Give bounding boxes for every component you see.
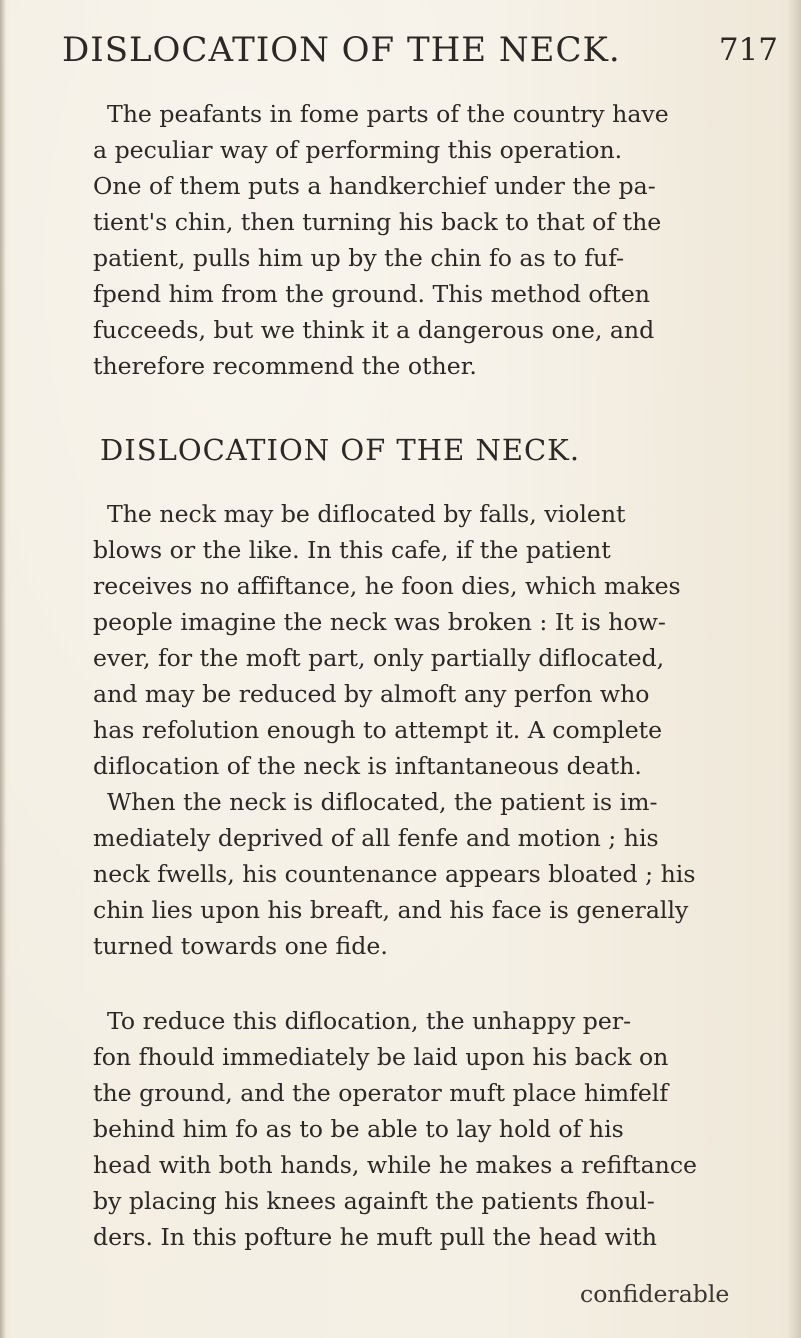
text-line: One of them puts a handkerchief under the pa- [93, 172, 656, 200]
paragraph-reduction-method [93, 1003, 738, 1255]
catchword: confiderable [580, 1280, 730, 1308]
text-line: receives no affiftance, he foon dies, which makes [93, 572, 681, 600]
text-line: neck fwells, his countenance appears bloated ; his [93, 860, 696, 888]
text-line: fucceeds, but we think it a dangerous one, and [93, 316, 655, 344]
text-line: behind him fo as to be able to lay hold of his [93, 1115, 624, 1143]
text-line: ders. In this pofture he muft pull the head with [93, 1223, 657, 1251]
text-line: ever, for the moft part, only partially diflocated, [93, 644, 665, 672]
text-line: fon fhould immediately be laid upon his back on [93, 1043, 669, 1071]
binding-gutter-shadow [0, 0, 6, 1338]
text-line: blows or the like. In this cafe, if the patient [93, 536, 611, 564]
text-line: diflocation of the neck is inftantaneous death. [93, 752, 642, 780]
text-line: The neck may be diflocated by falls, violent [107, 500, 626, 528]
text-line: people imagine the neck was broken : It is how- [93, 608, 666, 636]
paragraph-peasant-method [93, 96, 738, 384]
text-line: chin lies upon his breaft, and his face is generally [93, 896, 689, 924]
text-line: and may be reduced by almoft any perfon who [93, 680, 650, 708]
page-number: 717 [718, 32, 778, 68]
text-line: When the neck is diflocated, the patient is im- [107, 788, 658, 816]
text-line: head with both hands, while he makes a refiftance [93, 1151, 698, 1179]
text-line: has refolution enough to attempt it. A complete [93, 716, 663, 744]
section-title: DISLOCATION OF THE NECK. [100, 433, 581, 467]
paragraph-neck-dislocation-causes [93, 496, 738, 784]
page-edge-shadow [787, 0, 801, 1338]
text-line: mediately deprived of all fenfe and motion ; his [93, 824, 659, 852]
running-head [62, 30, 778, 80]
text-line: tient's chin, then turning his back to that of the [93, 208, 662, 236]
text-line: the ground, and the operator muft place himfelf [93, 1079, 669, 1107]
text-line: To reduce this diflocation, the unhappy per- [107, 1007, 632, 1035]
text-line: The peafants in fome parts of the country have [107, 100, 669, 128]
paragraph-symptoms [93, 784, 738, 964]
running-title: DISLOCATION OF THE NECK. [62, 30, 621, 70]
text-line: by placing his knees againft the patients fhoul- [93, 1187, 655, 1215]
text-line: therefore recommend the other. [93, 352, 477, 380]
text-line: patient, pulls him up by the chin fo as to fuf- [93, 244, 625, 272]
text-line: fpend him from the ground. This method often [93, 280, 650, 308]
text-line: turned towards one fide. [93, 932, 388, 960]
text-line: a peculiar way of performing this operation. [93, 136, 623, 164]
